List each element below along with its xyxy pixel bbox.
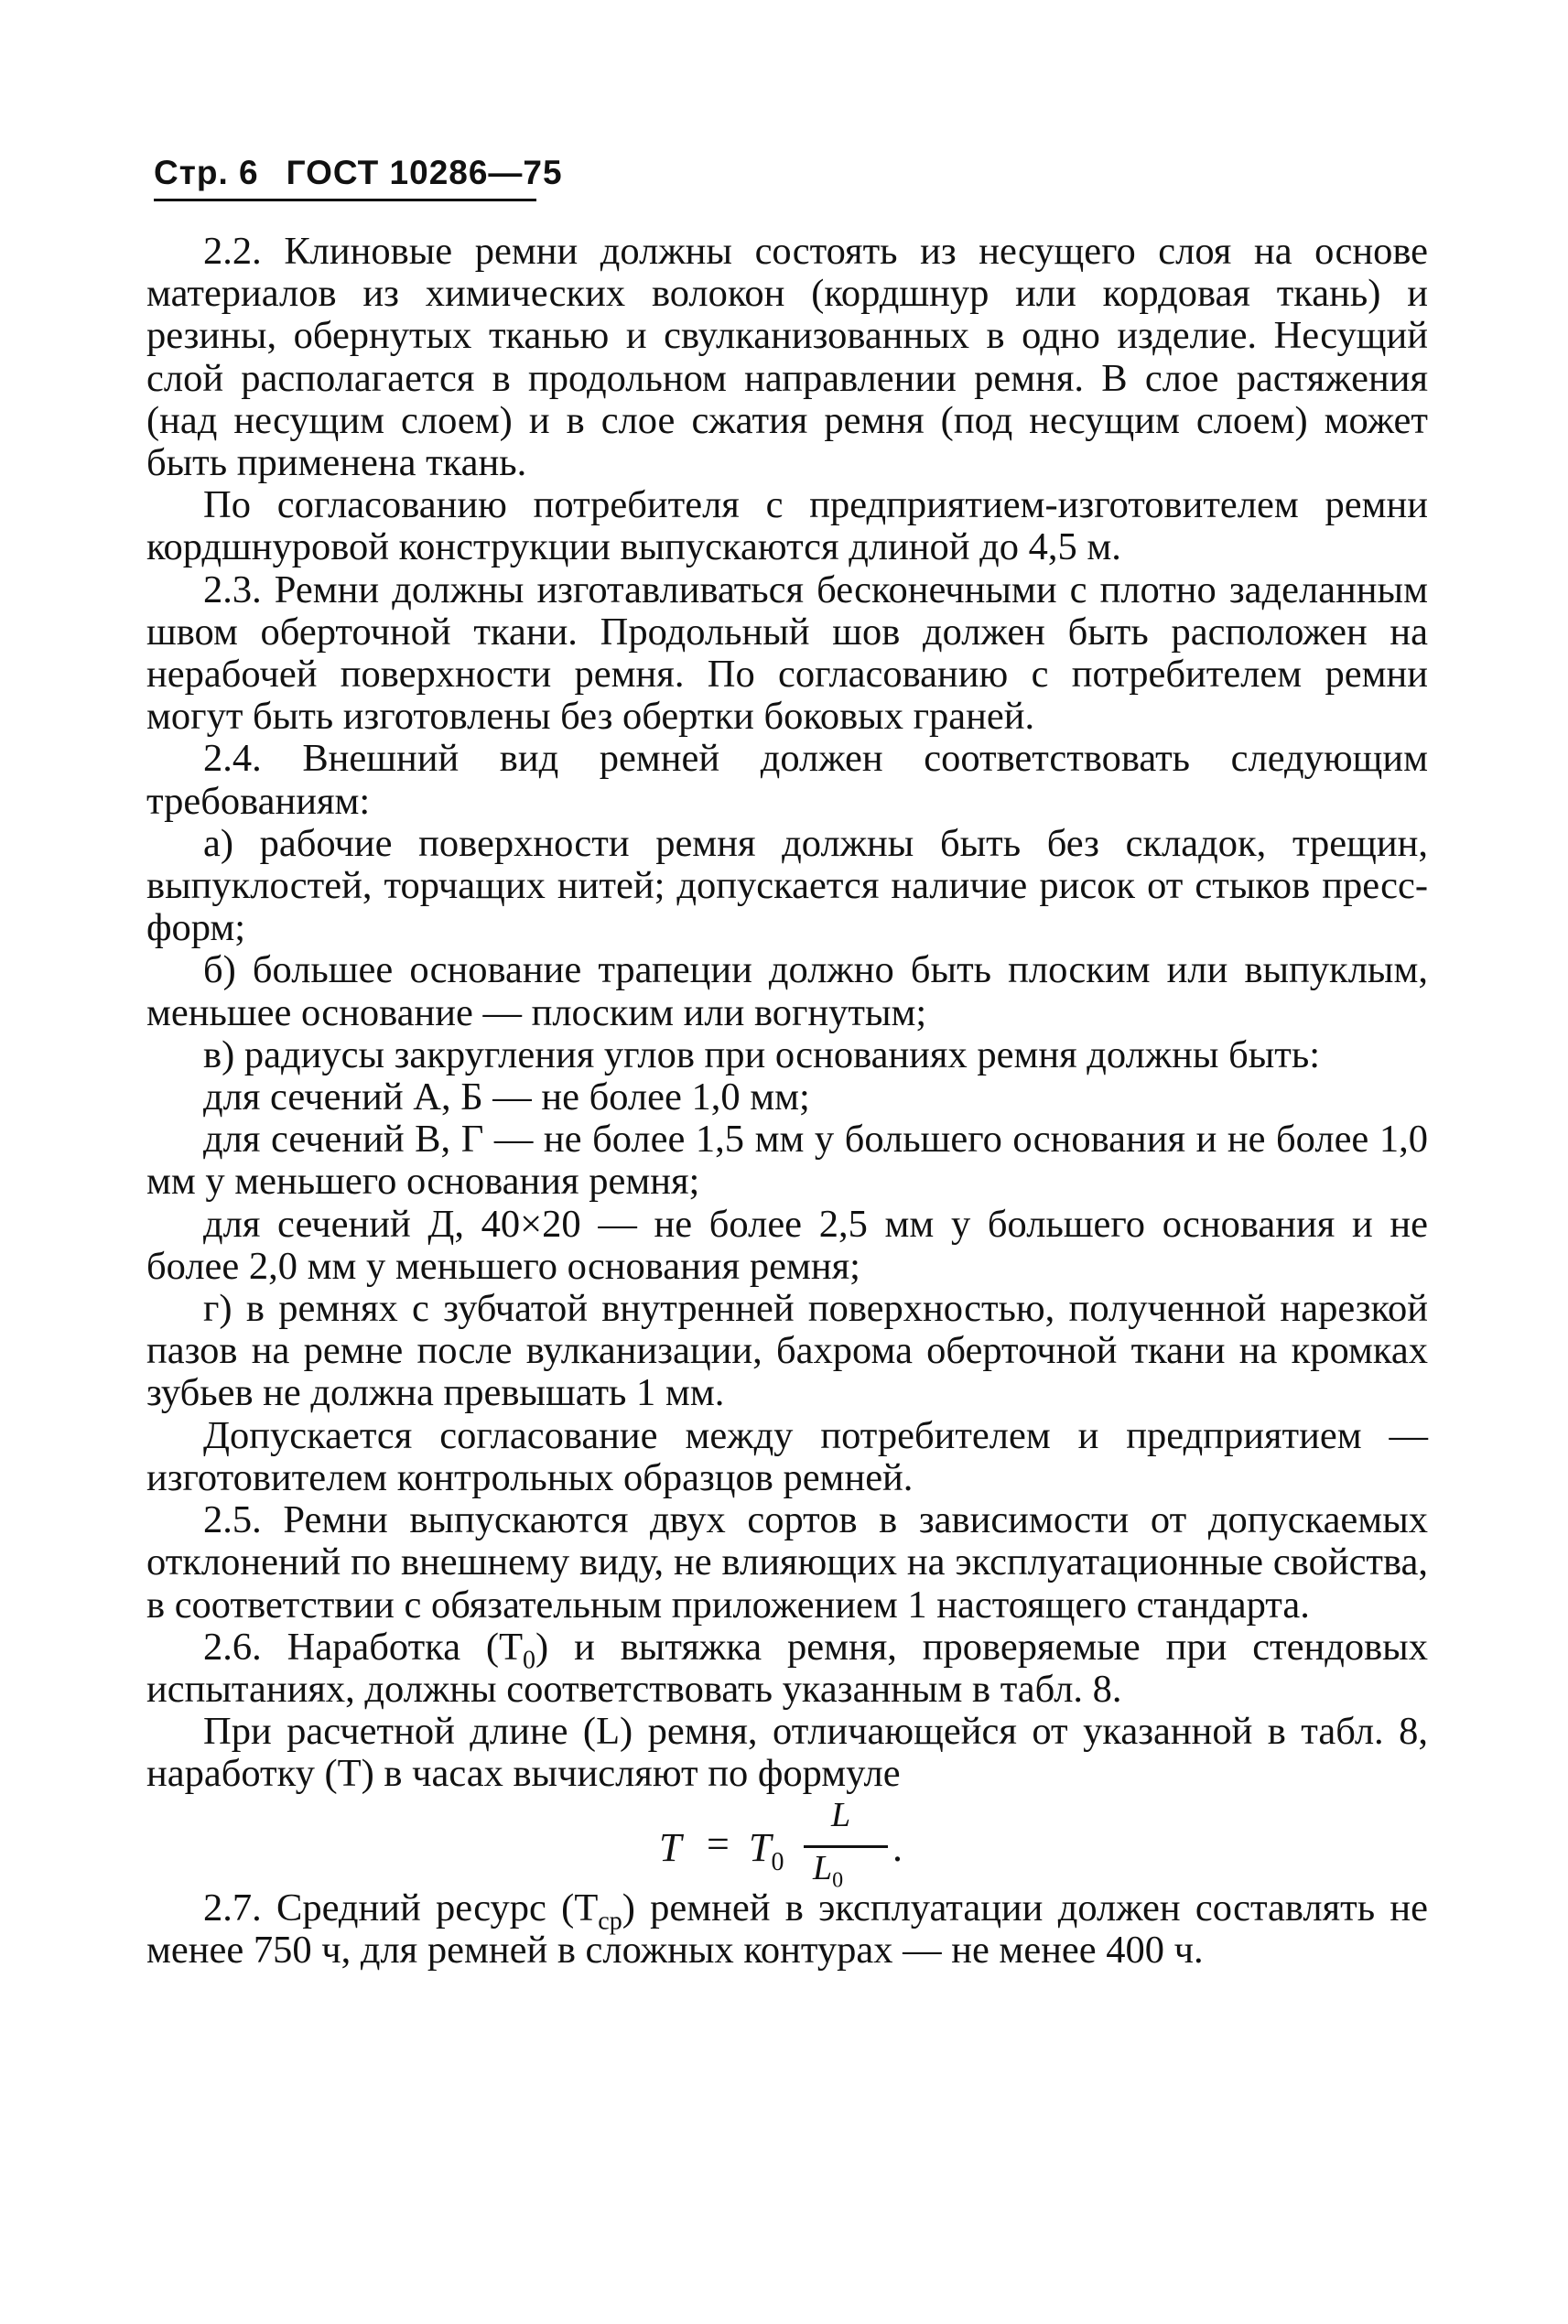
paragraph-2-5: 2.5. Ремни выпускаются двух сортов в зависимости от допускаемых отклонений по внешнему виду, не влияющих на эксплуатационные свойства, в соответствии с обязательным приложением 1 настоящего стандарта. (146, 1498, 1428, 1627)
formula-numerator: L (831, 1795, 851, 1834)
formula (146, 1795, 1428, 1893)
paragraph-2-6-formula-intro: При расчетной длине (L) ремня, отличающейся от указанной в табл. 8, наработку (T) в часах вычисляют по формуле (146, 1710, 1428, 1796)
paragraph-2-4: 2.4. Внешний вид ремней должен соответствовать следующим требованиям: (146, 737, 1428, 823)
item-2-4-v: в) радиусы закругления углов при основаниях ремня должны быть: (203, 1032, 1321, 1076)
header-rule (154, 199, 536, 201)
body-text (146, 231, 1428, 1972)
item-2-4-a: а) рабочие поверхности ремня должны быть без складок, трещин, выпуклостей, торчащих нитей; допускается наличие рисок от стыков пресс-форм; (146, 821, 1428, 950)
paragraph-2-3: 2.3. Ремни должны изготавливаться бесконечными с плотно заделанным швом оберточной ткани. Продольный шов должен быть расположен на нерабочей поверхности ремня. По согласованию с потребителем ремни могут быть изготовлены без обертки боковых граней. (146, 567, 1428, 739)
item-2-4-g: г) в ремнях с зубчатой внутренней поверхностью, полученной нарезкой пазов на ремне после вулканизации, бахрома оберточной ткани на кромках зубьев не должна превышать 1 мм. (146, 1287, 1428, 1415)
item-2-4-v-sections-a-b: для сечений А, Б — не более 1,0 мм; (203, 1076, 810, 1119)
paragraph-2-6: 2.6. Наработка $(T_0)$ и вытяжка ремня, проверяемые при стендовых испытаниях, должны соответствовать указанным в табл. 8. (146, 1625, 1428, 1711)
page-header (154, 154, 563, 192)
paragraph-2-4-samples: Допускается согласование между потребителем и предприятием — изготовителем контрольных образцов ремней. (146, 1413, 1428, 1499)
formula-t0: $T_0$ (749, 1824, 784, 1876)
formula-lhs: T (659, 1824, 682, 1870)
formula-denominator: $L_0$ (813, 1848, 844, 1893)
item-2-4-v-sections-v-g: для сечений В, Г — не более 1,5 мм у большего основания и не более 1,0 мм у меньшего основания ремня; (146, 1118, 1428, 1204)
standard-number: ГОСТ 10286—75 (286, 154, 563, 191)
item-2-4-v-sections-d: для сечений Д, 40×20 — не более 2,5 мм у большего основания и не более 2,0 мм у меньшего основания ремня; (146, 1202, 1428, 1288)
paragraph-2-2-agreement: По согласованию потребителя с предприятием-изготовителем ремни кордшнуровой конструкции выпускаются длиной до 4,5 м. (146, 483, 1428, 569)
formula-equals: = (707, 1821, 730, 1866)
paragraph-2-2: 2.2. Клиновые ремни должны состоять из несущего слоя на основе материалов из химических волокон (кордшнур или кордовая ткань) и резины, обернутых тканью и свулканизованных в одно изделие. Несущий слой располагается в продольном направлении ремня. В слое растяжения (над несущим слоем) и в слое сжатия ремня (под несущим слоем) может быть применена ткань. (146, 230, 1428, 485)
paragraph-2-7: 2.7. Средний ресурс $(T_{ср})$ ремней в эксплуатации должен составлять не менее 750 ч, для ремней в сложных контурах — не менее 400 ч. (146, 1886, 1428, 1972)
formula-end: . (892, 1824, 903, 1870)
item-2-4-b: б) большее основание трапеции должно быть плоским или выпуклым, меньшее основание — плоским или вогнутым; (146, 948, 1428, 1034)
page-number: Стр. 6 (154, 154, 259, 191)
